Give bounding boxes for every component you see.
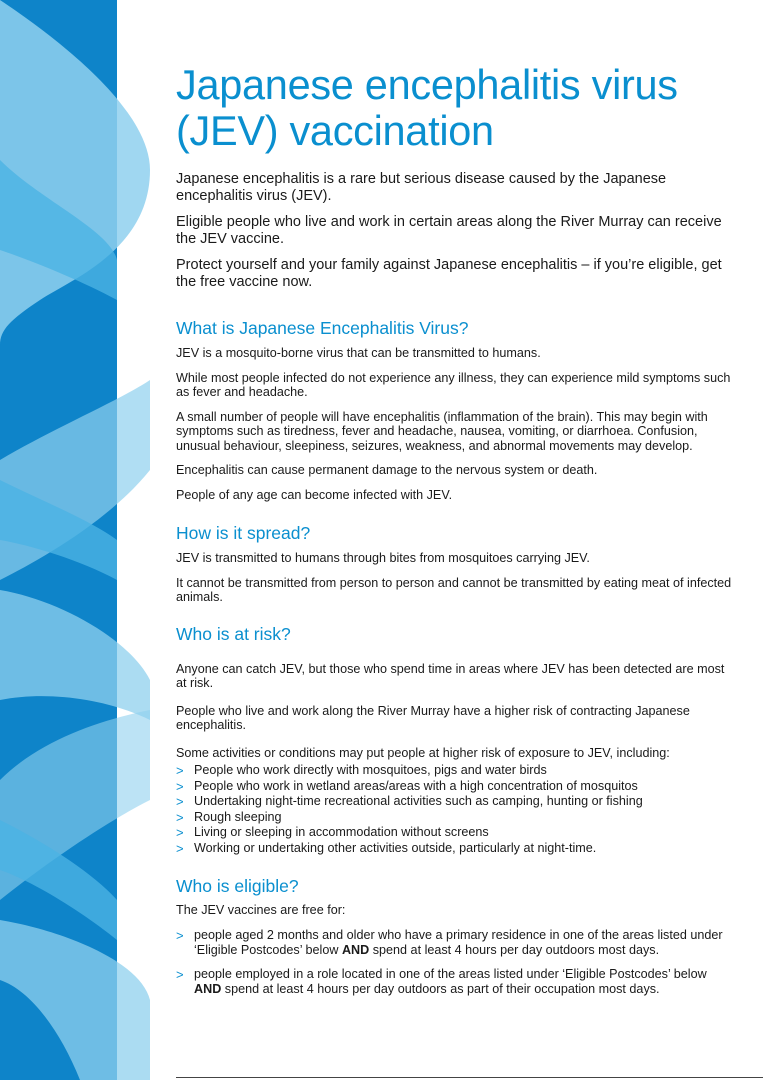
paragraph: JEV is transmitted to humans through bites from mosquitoes carrying JEV. [176, 551, 590, 565]
risk-list [176, 763, 736, 856]
section-heading-spread: How is it spread? [176, 523, 311, 543]
intro-paragraph: Protect yourself and your family against Japanese encephalitis – if you’re eligible, get the free vaccine now. [176, 257, 722, 290]
list-item: > People who work in wetland areas/areas with a high concentration of mosquitos [176, 778, 638, 794]
chevron-icon: > [176, 825, 184, 840]
chevron-icon: > [176, 794, 184, 809]
paragraph: It cannot be transmitted from person to person and cannot be transmitted by eating meat of infected animals. [176, 575, 732, 604]
list-item: > people aged 2 months and older who have a primary residence in one of the areas listed under ‘Eligible Postcodes’ below AND spend at least 4 hours per day outdoors most days. [176, 927, 723, 957]
section-heading-eligible: Who is eligible? [176, 876, 299, 896]
chevron-icon: > [176, 927, 184, 943]
footer-divider [176, 1077, 763, 1078]
list-item: > Working or undertaking other activities outside, particularly at night-time. [176, 840, 597, 856]
chevron-icon: > [176, 778, 184, 794]
list-item: > Rough sleeping [176, 809, 282, 825]
list-item: > Undertaking night-time recreational activities such as camping, hunting or fishing [176, 794, 643, 809]
list-item: > Living or sleeping in accommodation without screens [176, 825, 489, 840]
intro-paragraph: Japanese encephalitis is a rare but serious disease caused by the Japanese encephalitis virus (JEV). [176, 171, 667, 204]
paragraph: Encephalitis can cause permanent damage to the nervous system or death. [176, 463, 598, 477]
paragraph: While most people infected do not experience any illness, they can experience mild symptoms such as fever and headache. [176, 370, 731, 399]
chevron-icon: > [176, 763, 184, 778]
paragraph: People of any age can become infected with JEV. [176, 487, 453, 502]
paragraph: The JEV vaccines are free for: [176, 903, 346, 917]
chevron-icon: > [176, 840, 184, 856]
chevron-icon: > [176, 966, 184, 982]
paragraph: Anyone can catch JEV, but those who spend time in areas where JEV has been detected are most at risk. [176, 661, 725, 690]
paragraph: People who live and work along the River Murray have a higher risk of contracting Japanese encephalitis. [176, 703, 690, 732]
section-heading-what: What is Japanese Encephalitis Virus? [176, 318, 469, 338]
paragraph: JEV is a mosquito-borne virus that can be transmitted to humans. [176, 346, 541, 360]
page-title: Japanese encephalitis virus (JEV) vaccination [176, 61, 678, 154]
list-item: > People who work directly with mosquitoes, pigs and water birds [176, 763, 547, 778]
decorative-ribbon-band [0, 0, 150, 1080]
paragraph: A small number of people will have encephalitis (inflammation of the brain). This may begin with symptoms such as tiredness, fever and headache, nausea, vomiting, or diarrhoea. Confusion, unusual behaviour, sleepiness, seizures, weakness, and abnormal movements may develop. [176, 409, 708, 453]
section-heading-risk: Who is at risk? [176, 623, 291, 644]
document-body [176, 62, 736, 998]
eligible-list [176, 928, 736, 998]
intro-paragraph: Eligible people who live and work in certain areas along the River Murray can receive the JEV vaccine. [176, 214, 722, 247]
chevron-icon: > [176, 809, 184, 825]
list-item: > people employed in a role located in one of the areas listed under ‘Eligible Postcodes’ below AND spend at least 4 hours per day outdoors as part of their occupation most days. [176, 966, 707, 996]
paragraph: Some activities or conditions may put people at higher risk of exposure to JEV, including: [176, 745, 670, 760]
